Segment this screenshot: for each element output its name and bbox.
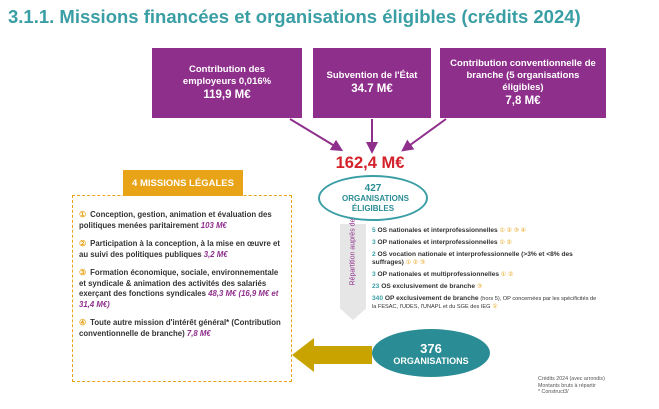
mission-1-icon: ①	[79, 210, 86, 219]
result-count: 376	[420, 340, 442, 356]
org-text: OP exclusivement de branche	[384, 294, 479, 302]
org-mission-icons: ③	[476, 283, 483, 290]
org-row	[372, 283, 602, 292]
mission-3	[79, 268, 285, 310]
org-text: OS nationales et interprofessionnelles	[377, 227, 498, 234]
org-count: 340	[372, 294, 384, 302]
org-row	[372, 295, 602, 312]
total-amount: 162,4 M€	[335, 154, 405, 172]
funding-employers-label: Contribution des employeurs 0,016%	[182, 63, 272, 87]
footnote-line: * Construct3/	[538, 389, 569, 396]
organisations-list	[372, 227, 602, 315]
mission-3-icon: ③	[79, 268, 86, 278]
mission-4-text: Toute autre mission d'intérêt général* (Contribution conventionnelle de branche)	[79, 318, 281, 338]
arrow-employers	[290, 119, 338, 148]
funding-state-amount: 34.7 M€	[351, 82, 393, 95]
org-text: OP nationales et multiprofessionnelles	[377, 270, 500, 278]
result-label: ORGANISATIONS	[393, 355, 469, 366]
eligible-organisations-oval	[318, 175, 428, 221]
org-count: 3	[372, 238, 376, 246]
left-arrow-icon	[292, 338, 372, 372]
org-row	[372, 271, 602, 280]
funding-branch-amount: 7,8 M€	[505, 94, 541, 107]
mission-4-amount: 7,8 M€	[186, 328, 211, 338]
org-row	[372, 227, 602, 236]
org-count: 5	[372, 227, 376, 234]
funding-branch-label: Contribution conventionnelle de branche (5 organisations éligibles)	[450, 58, 596, 93]
missions-box	[72, 195, 292, 382]
result-organisations-oval	[372, 329, 490, 377]
funding-employers-amount: 119,9 M€	[203, 88, 251, 101]
repartition-label: Répartition auprès de	[349, 218, 357, 286]
org-mission-icons: ① ② ③ ④	[499, 228, 527, 234]
org-count: 23	[372, 282, 380, 290]
mission-4-icon: ④	[79, 318, 86, 328]
org-text: OS vocation nationale et interprofessionnelle (>3% et <8% des suffrages)	[372, 250, 573, 267]
mission-1	[79, 210, 285, 231]
mission-3-text: Formation économique, sociale, environnementale et syndicale & animation des activités des salariés exerçant des fonctions syndicales	[79, 268, 279, 299]
org-mission-icons: ① ② ③	[405, 260, 426, 267]
mission-2	[79, 239, 285, 260]
org-mission-icons: ①	[492, 304, 498, 311]
org-subtext: (hors 5), OP concernées par les spécificités de la FESAC, l'UDES, l'UNAPL et du SGE des IEG	[372, 295, 597, 311]
arrow-branch	[406, 119, 446, 148]
mission-2-text: Participation à la conception, à la mise en œuvre et au suivi des politiques publiques	[79, 239, 280, 259]
org-row	[372, 251, 602, 268]
mission-1-text: Conception, gestion, animation et évaluation des politiques menées paritairement	[79, 210, 272, 230]
footnote	[538, 376, 656, 396]
missions-title: 4 MISSIONS LÉGALES	[123, 170, 243, 196]
footnote-line: Crédits 2024 (avec arrondis)	[538, 376, 605, 382]
mission-4	[79, 318, 285, 339]
funding-state-label: Subvention de l'État	[326, 69, 418, 81]
org-mission-icons: ① ②	[500, 271, 514, 278]
eligible-count: 427	[364, 182, 382, 194]
org-text: OP nationales et interprofessionnelles	[377, 238, 498, 246]
org-count: 2	[372, 250, 376, 258]
eligible-label: ORGANISATIONS ÉLIGIBLES	[342, 193, 409, 213]
mission-3-amount: 48,3 M€ (16,9 M€ et 31,4 M€)	[79, 289, 279, 309]
footnote-line: Montants bruts à répartir	[538, 382, 596, 389]
org-text: OS exclusivement de branche	[381, 282, 476, 290]
org-row	[372, 239, 602, 248]
org-count: 3	[372, 270, 376, 278]
mission-2-amount: 3,2 M€	[203, 249, 228, 259]
page-title: 3.1.1. Missions financées et organisations éligibles (crédits 2024)	[8, 6, 581, 27]
org-mission-icons: ① ②	[499, 239, 512, 246]
mission-2-icon: ②	[79, 239, 86, 249]
mission-1-amount: 103 M€	[200, 220, 227, 230]
